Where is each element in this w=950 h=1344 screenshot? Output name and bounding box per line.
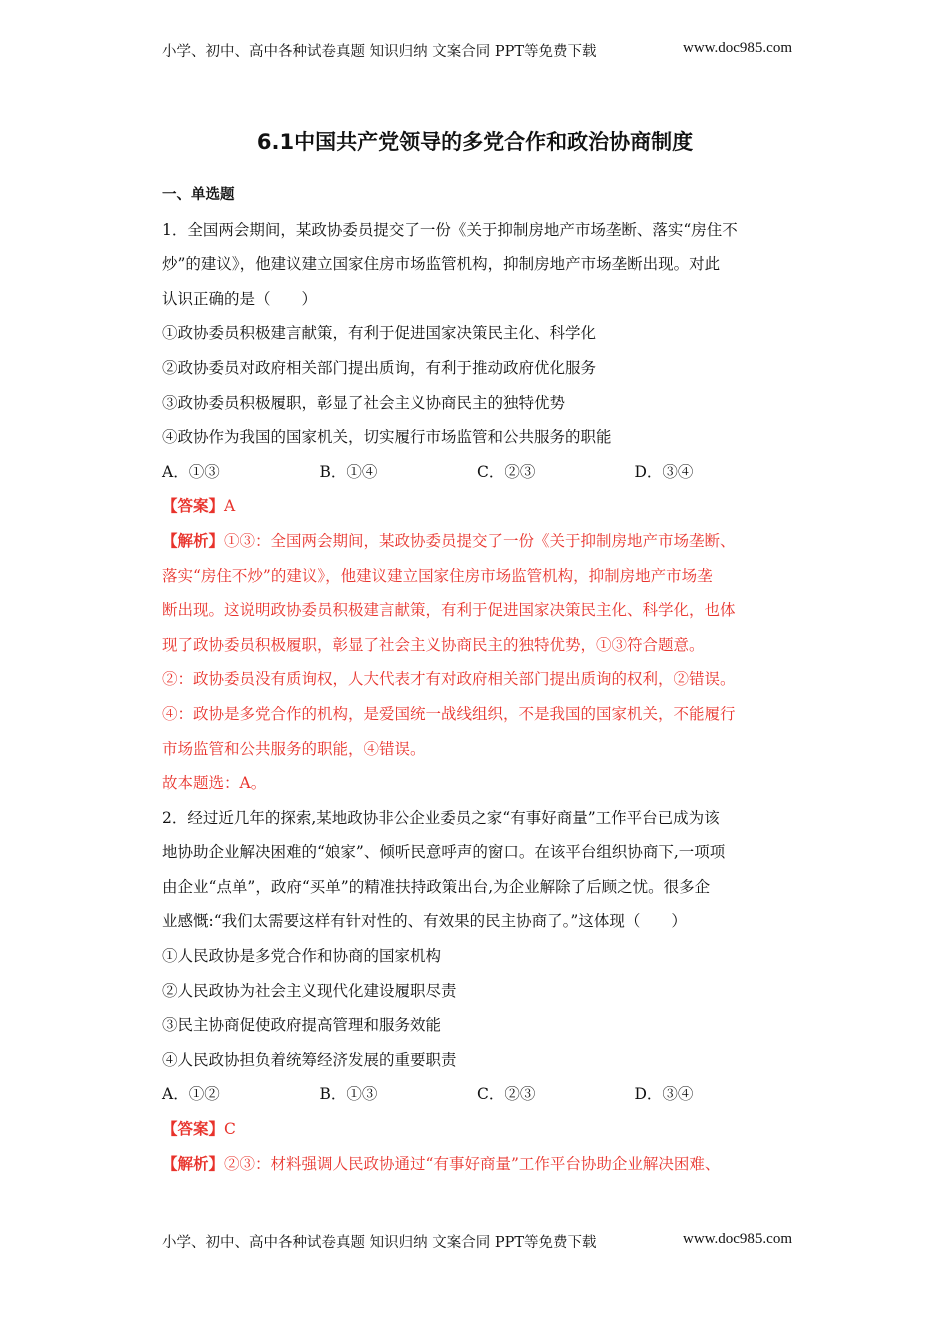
analysis-text: ①③：全国两会期间，某政协委员提交了一份《关于抑制房地产市场垄断、 — [224, 531, 736, 550]
statement-item: ④政协作为我国的国家机关，切实履行市场监管和公共服务的职能 — [162, 428, 612, 447]
question-stem-line: 认识正确的是（ ） — [162, 289, 318, 308]
statement-item: ①人民政协是多党合作和协商的国家机构 — [162, 947, 442, 966]
question-stem-line: 2．经过近几年的探索,某地政协非公企业委员之家“有事好商量”工作平台已成为该 — [162, 808, 720, 827]
analysis-line: ②：政协委员没有质询权，人大代表才有对政府相关部门提出质询的权利，②错误。 — [162, 670, 736, 689]
analysis-line: 市场监管和公共服务的职能，④错误。 — [162, 739, 426, 758]
statement-item: ②人民政协为社会主义现代化建设履职尽责 — [162, 981, 457, 1000]
answer-value: C — [224, 1120, 236, 1139]
option-a: A．①③ — [162, 462, 220, 481]
answer-options — [162, 1077, 792, 1112]
option-c: C．②③ — [477, 462, 536, 481]
analysis-line: 现了政协委员积极履职，彰显了社会主义协商民主的独特优势，①③符合题意。 — [162, 635, 705, 654]
statement-item: ①政协委员积极建言献策，有利于促进国家决策民主化、科学化 — [162, 324, 597, 343]
question-2 — [162, 801, 792, 1182]
answer-value: A — [224, 497, 236, 516]
option-b: B．①③ — [319, 1085, 378, 1104]
option-b: B．①④ — [319, 462, 378, 481]
analysis-tag: 【解析】 — [162, 1153, 225, 1173]
analysis-line — [162, 524, 792, 559]
analysis-line: 断出现。这说明政协委员积极建言献策，有利于促进国家决策民主化、科学化，也体 — [162, 601, 736, 620]
section-heading: 一、单选题 — [162, 187, 235, 203]
question-1 — [162, 213, 792, 801]
analysis-tag: 【解析】 — [162, 530, 225, 550]
option-a: A．①② — [162, 1085, 220, 1104]
footer-url[interactable]: www.doc985.com — [682, 1231, 792, 1247]
page-header — [162, 40, 792, 61]
analysis-line: 落实“房住不炒”的建议》，他建议建立国家住房市场监管机构，抑制房地产市场垄 — [162, 566, 713, 585]
statement-item: ③政协委员积极履职，彰显了社会主义协商民主的独特优势 — [162, 393, 566, 412]
analysis-line: ④：政协是多党合作的机构，是爱国统一战线组织，不是我国的国家机关，不能履行 — [162, 704, 736, 723]
question-stem-line: 业感慨:“我们太需要这样有针对性的、有效果的民主协商了。”这体现（ ） — [162, 912, 687, 931]
header-text: 小学、初中、高中各种试卷真题 知识归纳 文案合同 PPT等免费下载 — [162, 44, 597, 60]
question-stem-line: 1．全国两会期间，某政协委员提交了一份《关于抑制房地产市场垄断、落实“房住不 — [162, 220, 738, 239]
analysis-text: ②③：材料强调人民政协通过“有事好商量”工作平台协助企业解决困难、 — [224, 1154, 721, 1173]
answer-line — [162, 489, 792, 524]
answer-tag: 【答案】 — [162, 1119, 225, 1139]
answer-tag: 【答案】 — [162, 496, 225, 516]
question-stem-line: 地协助企业解决困难的“娘家”、倾听民意呼声的窗口。在该平台组织协商下,一项项 — [162, 843, 726, 862]
footer-text: 小学、初中、高中各种试卷真题 知识归纳 文案合同 PPT等免费下载 — [162, 1235, 597, 1251]
answer-line — [162, 1112, 792, 1147]
statement-item: ②政协委员对政府相关部门提出质询，有利于推动政府优化服务 — [162, 358, 597, 377]
answer-options — [162, 455, 792, 490]
option-d: D．③④ — [634, 462, 694, 481]
statement-item: ③民主协商促使政府提高管理和服务效能 — [162, 1016, 442, 1035]
header-url[interactable]: www.doc985.com — [682, 40, 792, 56]
conclusion-line: 故本题选：A。 — [162, 774, 267, 793]
question-stem-line: 由企业“点单”，政府“买单”的精准扶持政策出台,为企业解除了后顾之忧。很多企 — [162, 877, 711, 896]
option-c: C．②③ — [477, 1085, 536, 1104]
document-body — [162, 178, 792, 1181]
page-title: 6.1中国共产党领导的多党合作和政治协商制度 — [256, 130, 694, 154]
statement-item: ④人民政协担负着统筹经济发展的重要职责 — [162, 1050, 457, 1069]
question-stem-line: 炒”的建议》，他建议建立国家住房市场监管机构，抑制房地产市场垄断出现。对此 — [162, 255, 721, 274]
page-footer — [162, 1231, 792, 1252]
option-d: D．③④ — [634, 1085, 694, 1104]
analysis-line — [162, 1147, 792, 1182]
